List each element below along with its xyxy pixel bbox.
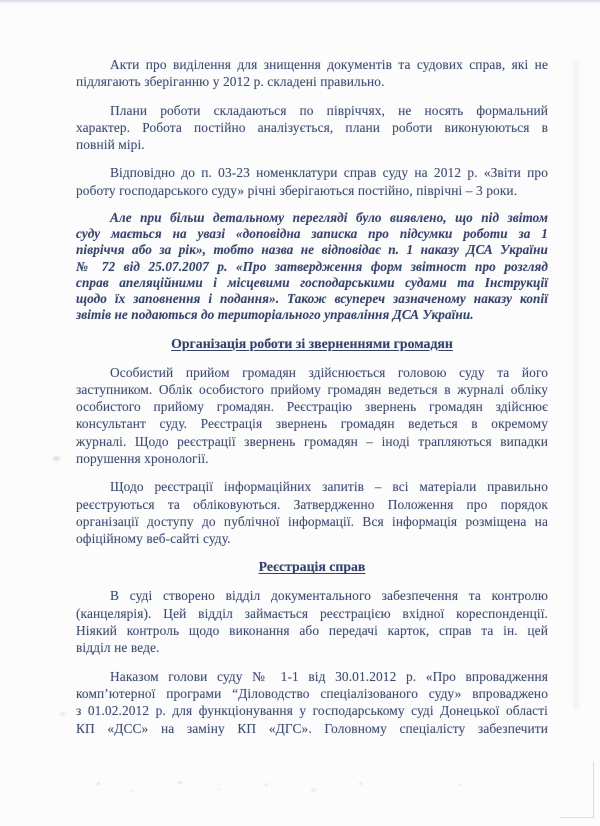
text-line: Щодо реєстрації інформаційних запитів – всі матеріали правильно: [110, 479, 548, 495]
text-line: КП «ДСС» на заміну КП «ДГС». Головному спеціалісту забезпечити: [76, 720, 548, 736]
scan-noise-speck: [53, 456, 60, 461]
text-line: організації доступу до публічної інформації. Вся інформація розміщена на: [76, 513, 548, 529]
text-line: суду мається на увазі «доповідна записка про підсумки роботи за 1: [76, 226, 548, 242]
paragraph-citizens-reception: [76, 364, 548, 468]
paragraph-remark-bold-italic: [76, 210, 548, 323]
text-line: повній мірі.: [76, 137, 145, 153]
text-line: щодо їх заповнення і подання». Також всупереч зазначеному наказу копії: [76, 291, 548, 307]
text-line: порушення хронології.: [76, 450, 209, 466]
text-line: Але при більш детальному перегляді було виявлено, що під звітом: [110, 210, 548, 226]
scan-artifact-top-edge: [0, 0, 600, 4]
text-line: особистого прийому громадян. Реєстрацію звернень громадян здійснює: [76, 399, 548, 415]
text-line: підлягають зберіганню у 2012 р. складені правильно.: [76, 74, 385, 90]
text-line: заступником. Облік особистого прийому громадян ведеться в журналі обліку: [76, 381, 548, 397]
text-line: Відповідно до п. 03-23 номенклатури справ суду на 2012 р. «Звіти про: [110, 165, 548, 181]
text-line: з 01.02.2012 р. для функціонування у господарському суді Донецької області: [76, 703, 548, 719]
paragraph-destruction-acts: [76, 56, 548, 91]
text-line: офіційному веб-сайті суду.: [76, 531, 231, 547]
text-line: (канцелярія). Цей відділ займається реєстрацією вхідної кореспонденції.: [76, 605, 548, 621]
paragraph-nomenclature-reports: [76, 164, 548, 199]
text-line: Наказом голови суду № 1-1 від 30.01.2012 р. «Про впровадження: [110, 668, 548, 684]
scan-artifact-right-streak: [571, 60, 581, 710]
text-line: реєструються та обліковуються. Затвердженно Положення про порядок: [76, 496, 548, 512]
section-heading-case-registration: Реєстрація справ: [258, 559, 366, 575]
section-heading-citizens-appeals: Організація роботи зі зверненнями громадян: [171, 335, 453, 351]
text-line: журналі. Щодо реєстрації звернень громадян – іноді трапляються випадки: [76, 433, 548, 449]
text-line: Плани роботи складаються по півріччях, не носять формальний: [110, 102, 548, 118]
text-line: відділ не веде.: [76, 640, 160, 656]
paragraph-information-requests: [76, 478, 548, 547]
paragraph-work-plans: [76, 102, 548, 154]
text-line: Особистий прийом громадян здійснюється головою суду та його: [110, 364, 548, 380]
text-line: справ апеляційними і місцевими господарськими судами та Інструкції: [76, 274, 548, 290]
text-line: півріччя або за рік», тобто назва не відповідає п. 1 наказу ДСА України: [76, 242, 548, 258]
text-line: комп’ютерної програми “Діловодство спеціалізованого суду» впроваджено: [76, 685, 548, 701]
text-line: характер. Робота постійно аналізується, плани роботи виконуюються в: [76, 119, 548, 135]
document-text-block: [76, 56, 548, 748]
paragraph-software-order: [76, 668, 548, 737]
text-line: консультант суду. Реєстрація звернень громадян ведеться в окремому: [76, 416, 548, 432]
scan-noise-speck: [60, 712, 65, 716]
paragraph-chancellery: [76, 587, 548, 656]
text-line: звітів не подаються до територіального управління ДСА України.: [76, 307, 474, 323]
text-line: В суді створено відділ документального забезпечення та контролю: [110, 588, 548, 604]
text-line: № 72 від 25.07.2007 р. «Про затвердження форм звітност про розгляд: [76, 258, 548, 274]
scan-artifact-bottom-speckle: [64, 776, 494, 798]
text-line: роботу господарського суду» річні зберігаються постійно, піврічні – 3 роки.: [76, 182, 518, 198]
scan-artifact-corner-vline: [593, 762, 594, 818]
text-line: Ніякий контроль щодо виконання або передачі карток, справ та ін. цей: [76, 623, 548, 639]
text-line: Акти про виділення для знищення документів та судових справ, які не: [110, 57, 548, 72]
scan-artifact-corner-hline: [560, 817, 594, 818]
